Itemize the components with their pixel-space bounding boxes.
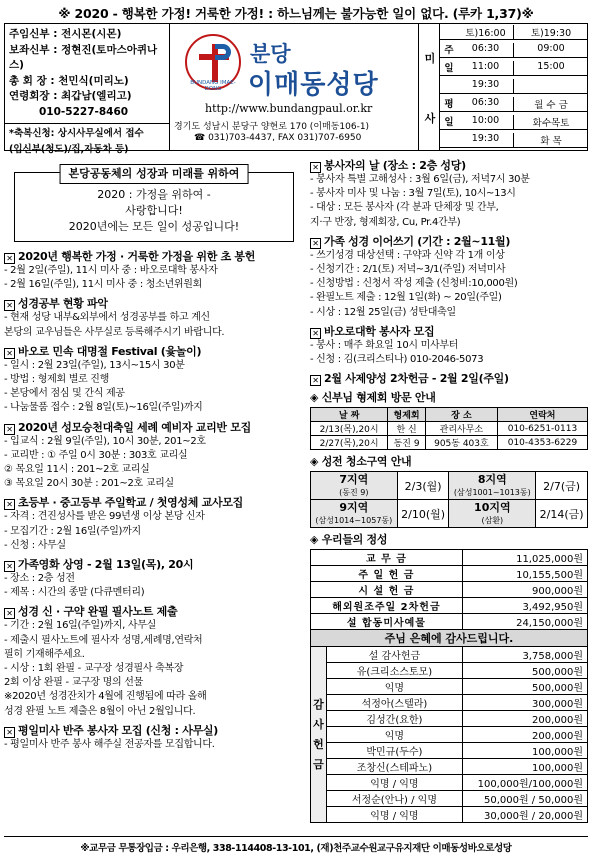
side-char: 감 (313, 697, 324, 711)
section-line: 지·구 반장, 형제회장, Cu, Pr.4간부) (310, 216, 461, 228)
side-char: 헌 (313, 737, 324, 751)
zone-row (311, 500, 588, 528)
gift-row (311, 711, 588, 727)
checkbox-icon: ✕ (4, 561, 15, 572)
checkbox-icon: ✕ (4, 608, 15, 619)
section-title: ✕ 2020년 성모승천대축일 세례 예비자 교리반 모집 (4, 419, 304, 435)
blessing-note-detail: (입신부(청도)/집,자동차 등) (9, 143, 129, 155)
section-line: 본당의 교우님들은 사무실로 등록해주시기 바랍니다. (4, 326, 225, 338)
section-line: ② 목요일 11시 : 201~2호 교리실 (4, 464, 150, 476)
section-line: - 제목 : 시간의 종말 (다큐멘터리) (4, 587, 145, 599)
mass-time: 화 목 (540, 136, 562, 147)
visit-header: 연락처 (497, 408, 587, 422)
checkbox-icon: ✕ (4, 348, 15, 359)
finance-amount: 10,155,500원 (462, 566, 587, 582)
section-line: - 방법 : 형제회 별로 진행 (4, 374, 110, 386)
gift-row (311, 647, 588, 663)
section-line: - 나눔물품 접수 : 2월 8일(토)~16일(주일)까지 (4, 402, 203, 414)
finance-amount: 3,492,950원 (462, 598, 587, 614)
contact: ☎ 031)703-4437, FAX 031)707-6950 (194, 133, 362, 143)
mass-row (440, 78, 587, 94)
mass-time: 화수목토 (532, 118, 570, 129)
address: 경기도 성남시 분당구 양현로 170 (이매동106-1) (174, 122, 370, 132)
mass-time: 06:30 (458, 43, 514, 57)
gift-amount: 500,000원 (462, 679, 587, 695)
checkbox-icon: ✕ (310, 238, 321, 249)
staff-info (5, 24, 170, 155)
mass-time: 19:30 (458, 133, 514, 147)
zone-title: ◈ 성전 청소구역 안내 (310, 455, 412, 469)
section-line: - 봉사자 특별 고해성사 : 3월 6일(금), 저녁7시 30분 (310, 174, 530, 185)
visit-table (310, 407, 588, 450)
finance-amount: 900,000원 (462, 582, 587, 598)
section-title: ✕ 가족영화 상영 - 2월 13일(목), 20시 (4, 556, 304, 572)
section-line: - 신청 : 김(크리스티나) 010-2046-5073 (310, 354, 484, 366)
section-line: - 장소 : 2층 성전 (4, 573, 75, 585)
visit-title: ◈ 신부님 형제회 방문 안내 (310, 391, 436, 405)
zone-row (311, 472, 588, 500)
staff-line: 연령회장 : 최갑남(엘리고) (9, 90, 132, 102)
mass-row (440, 42, 587, 58)
gift-row (311, 695, 588, 711)
section-title: ✕ 바오로 민속 대명절 Festival (윷놀이) (4, 343, 304, 359)
section-line: - 쓰기성경 대상선택 : 구약과 신약 각 1개 이상 (310, 249, 505, 261)
section-title: ✕ 봉사자의 날 (장소 : 2층 성당) (310, 157, 590, 173)
theme-line: 2020년에는 모든 일이 성공입니다! (68, 220, 240, 233)
visit-cell: 관리사무소 (425, 422, 497, 436)
section-line: ③ 목요일 20시 30분 : 201~2호 교리실 (4, 478, 174, 490)
checkbox-icon: ✕ (4, 499, 15, 510)
section-line: - 봉사자 미사 및 나눔 : 3월 7일(토), 10시~13시 (310, 188, 516, 200)
gift-amount: 3,758,000원 (462, 647, 587, 663)
section-line: 필히 기재해주세요. (4, 648, 85, 660)
staff-line: 총 회 장 : 천민식(미리노) (9, 74, 129, 87)
visit-cell: 905동 403호 (425, 436, 497, 450)
section-line: - 2월 2일(주일), 11시 미사 중 : 바오로대학 봉사자 (4, 265, 218, 276)
gift-donor: 익명 (327, 727, 463, 743)
section-line: - 자격 : 견진성사를 받은 99년생 이상 본당 신자 (4, 511, 205, 523)
gift-amount: 500,000원 (462, 663, 587, 679)
mass-row (440, 114, 587, 130)
gift-amount: 30,000원 / 20,000원 (462, 807, 587, 823)
checkbox-icon: ✕ (4, 727, 15, 738)
zone-date: 2/7(금) (536, 472, 588, 500)
section-line: - 입교식 : 2월 9일(주일), 10시 30분, 201~2호 (4, 435, 206, 447)
theme-line: 2020 : 가정을 위하여 - (97, 188, 211, 201)
gift-row (311, 743, 588, 759)
gift-donor: 김성간(요한) (327, 711, 463, 727)
mass-row (440, 96, 587, 112)
section-title: ✕ 성경공부 현황 파악 (4, 295, 304, 311)
gift-donor: 익명 / 익명 (327, 775, 463, 791)
visit-header: 장 소 (425, 408, 497, 422)
mass-day (440, 24, 458, 39)
mass-time: 토)16:00 (458, 25, 514, 39)
gift-amount: 100,000원 (462, 743, 587, 759)
gift-donor: 익명 / 익명 (327, 807, 463, 823)
gift-donor: 서정순(안나) / 익명 (327, 791, 463, 807)
gift-row (311, 759, 588, 775)
finance-row (311, 614, 588, 630)
gift-side-label (311, 647, 327, 823)
zone-label: 8지역 (477, 472, 507, 486)
section-line: - 기간 : 2월 16일(주일)까지, 사무실 (4, 620, 156, 632)
mass-time: 10:00 (458, 115, 514, 129)
section-line: - 본당에서 점심 및 간식 제공 (4, 388, 125, 400)
finance-label: 시 설 헌 금 (311, 582, 463, 598)
section-line: - 현재 성당 내부&외부에서 성경공부를 하고 계신 (4, 312, 210, 324)
gift-amount: 200,000원 (462, 711, 587, 727)
mass-day: 평 (444, 99, 454, 110)
zone-table (310, 471, 588, 528)
section-title: ✕ 성경 신 · 구약 완필 필사노트 제출 (4, 603, 304, 619)
mass-day: 일 (444, 117, 454, 128)
gift-amount: 50,000원 / 50,000원 (462, 791, 587, 807)
logo-area (170, 24, 418, 150)
mass-schedule (418, 24, 587, 150)
zone-date: 2/10(월) (397, 500, 449, 528)
finance-amount: 11,025,000원 (462, 550, 587, 566)
finance-label: 교 무 금 (311, 550, 463, 566)
website-link[interactable]: http://www.bundangpaul.or.kr (205, 102, 373, 115)
gift-donor: 설 감사헌금 (327, 647, 463, 663)
section-line: - 2월 16일(주일), 11시 미사 중 : 청소년위원회 (4, 279, 202, 291)
zone-label: 10지역 (474, 500, 511, 514)
gift-donor: 익명 (327, 679, 463, 695)
mass-day: 주 (444, 45, 454, 56)
mass-time: 11:00 (458, 61, 514, 75)
checkbox-icon: ✕ (4, 253, 15, 264)
theme-line: 사랑합니다! (125, 204, 183, 217)
gift-row (311, 807, 588, 823)
thanks-row (311, 630, 588, 647)
visit-header: 날 짜 (311, 408, 388, 422)
gift-amount: 100,000원/100,000원 (462, 775, 587, 791)
mass-day (440, 132, 458, 147)
staff-line: 보좌신부 : 정현진(토마스아퀴나스) (9, 43, 158, 71)
mass-row (440, 24, 587, 40)
gift-amount: 200,000원 (462, 727, 587, 743)
mass-day (440, 78, 458, 93)
zone-name (449, 500, 536, 528)
gift-row (311, 727, 588, 743)
gift-donor: 석정아(스텔라) (327, 695, 463, 711)
mass-row (440, 60, 587, 76)
zone-label: 9지역 (339, 500, 369, 514)
section-line: - 신청 : 사무실 (4, 539, 66, 551)
section-line: - 완필노트 제출 : 12월 1일(화) ~ 20일(주일) (310, 292, 502, 304)
section-line: - 대상 : 모든 봉사자 (각 분과 단체장 및 간부, (310, 202, 499, 214)
gift-amount: 100,000원 (462, 759, 587, 775)
zone-date: 2/14(금) (536, 500, 588, 528)
finance-row (311, 582, 588, 598)
logo-ring-text: BUNDANG IMAE-DONG (190, 80, 236, 92)
gift-donor: 박민규(두수) (327, 743, 463, 759)
zone-name (311, 472, 398, 500)
gift-donor: 유(크리소스토모) (327, 663, 463, 679)
mass-time: 19:30 (458, 79, 514, 93)
finance-table (310, 549, 588, 823)
mass-time: 06:30 (458, 97, 514, 111)
mass-time: 월 수 금 (534, 100, 568, 111)
section-line: - 시상 : 1회 완필 - 교구장 성경필사 축복장 (4, 663, 184, 675)
section-line: - 시상 : 12월 25일(금) 성탄대축일 (310, 306, 456, 318)
gift-amount: 300,000원 (462, 695, 587, 711)
gift-row (311, 663, 588, 679)
visit-row (311, 436, 588, 450)
mass-time: 09:00 (537, 43, 565, 54)
section-line: 2회 이상 완필 - 교구장 명의 선물 (4, 677, 143, 689)
section-title: ✕ 평일미사 반주 봉사자 모집 (신청 : 사무실) (4, 722, 304, 738)
gift-row (311, 791, 588, 807)
side-char: 사 (313, 717, 324, 731)
visit-cell: 010-6251-0113 (497, 422, 587, 436)
church-name-small: 분당 (250, 42, 291, 66)
mass-label: 미 사 (418, 24, 440, 150)
section-line: 성경 완필 노트 제출은 8월이 아닌 2월입니다. (4, 705, 196, 717)
zone-area: (동진 9) (339, 487, 369, 497)
visit-cell: 한 신 (388, 422, 426, 436)
church-name: 이매동성당 (248, 70, 379, 100)
side-char: 금 (313, 757, 324, 771)
section-line: ※2020년 성경잔치가 4월에 진행됨에 따라 올해 (4, 691, 207, 703)
section-line: - 교리반 : ① 주일 0시 30분 : 303호 교리실 (4, 449, 188, 461)
visit-header: 형제회 (388, 408, 426, 422)
visit-cell: 2/27(목),20시 (311, 436, 388, 450)
zone-area: (삼성1001~1013동) (453, 487, 531, 497)
left-column (4, 160, 304, 752)
right-column (310, 154, 590, 823)
checkbox-icon: ✕ (4, 424, 15, 435)
divider (5, 123, 169, 124)
section-title: ✕ 2월 사제양성 2차헌금 - 2월 2일(주일) (310, 370, 590, 386)
zone-name (449, 472, 536, 500)
finance-label: 해외원조주일 2차헌금 (311, 598, 463, 614)
checkbox-icon: ✕ (4, 300, 15, 311)
theme-tag: 본당공동체의 성장과 미래를 위하여 (60, 164, 249, 184)
zone-area: (삼환) (481, 515, 504, 525)
finance-amount: 24,150,000원 (462, 614, 587, 630)
section-title: ✕ 2020년 행복한 가정 · 거룩한 가정을 위한 초 봉헌 (4, 248, 304, 264)
theme-box (14, 167, 294, 242)
church-logo-icon (185, 34, 241, 90)
finance-label: 주 일 헌 금 (311, 566, 463, 582)
thanks-text: 주님 은혜에 감사드립니다. (311, 630, 588, 647)
zone-date: 2/3(월) (397, 472, 449, 500)
staff-line: 주임신부 : 전시몬(시몬) (9, 28, 122, 40)
mass-day: 일 (444, 63, 454, 74)
footer: ※교무금 무통장입금 : 우리은행, 338-114408-13-101, (재)천주교수원교구유지재단 이매동성바오로성당 (4, 836, 588, 854)
visit-cell: 010-4353-6229 (497, 436, 587, 450)
visit-cell: 동진 9 (388, 436, 426, 450)
section-line: - 일시 : 2월 23일(주일), 13시~15시 30분 (4, 359, 185, 371)
section-line: - 제출시 필사노트에 필사자 성명,세례명,연락처 (4, 634, 203, 646)
finance-title: ◈ 우리들의 정성 (310, 533, 388, 547)
top-banner: ※ 2020 - 행복한 가정! 거룩한 가정! : 하느님께는 불가능한 일이 없다. (루카 1,37)※ (58, 6, 534, 21)
section-line: - 신청방법 : 신청서 작성 제출 (신청비:10,000원) (310, 278, 518, 290)
finance-label: 설 합동미사예물 (311, 614, 463, 630)
section-line: - 평일미사 반주 봉사 해주실 전공자를 모집합니다. (4, 738, 215, 750)
mass-time: 토)19:30 (530, 28, 572, 39)
gift-row (311, 679, 588, 695)
section-line: - 신청기간 : 2/1(토) 저녁~3/1(주일) 저녁미사 (310, 264, 506, 276)
section-line: - 모집기간 : 2월 16일(주일)까지 (4, 525, 141, 537)
finance-row (311, 550, 588, 566)
mass-time: 15:00 (537, 61, 565, 72)
visit-cell: 2/13(목),20시 (311, 422, 388, 436)
finance-row (311, 598, 588, 614)
gift-donor: 조창신(스테파노) (327, 759, 463, 775)
visit-row (311, 422, 588, 436)
finance-row (311, 566, 588, 582)
checkbox-icon: ✕ (310, 162, 321, 173)
header (4, 23, 588, 155)
zone-area: (삼성1014~1057동) (315, 515, 393, 525)
section-line: - 봉사 : 매주 화요일 10시 미사부터 (310, 339, 459, 351)
checkbox-icon: ✕ (310, 375, 321, 386)
section-title: ✕ 가족 성경 이어쓰기 (기간 : 2월~11월) (310, 233, 590, 249)
checkbox-icon: ✕ (310, 328, 321, 339)
zone-label: 7지역 (339, 472, 369, 486)
zone-name (311, 500, 398, 528)
mass-row (440, 132, 587, 148)
blessing-note: *축복신청: 상시사무실에서 접수 (9, 128, 144, 139)
staff-phone: 010-5227-8460 (39, 105, 129, 118)
section-title: ✕ 초등부 · 중고등부 주일학교 / 첫영성체 교사모집 (4, 494, 304, 510)
gift-row (311, 775, 588, 791)
section-title: ✕ 바오로대학 봉사자 모집 (310, 323, 590, 339)
